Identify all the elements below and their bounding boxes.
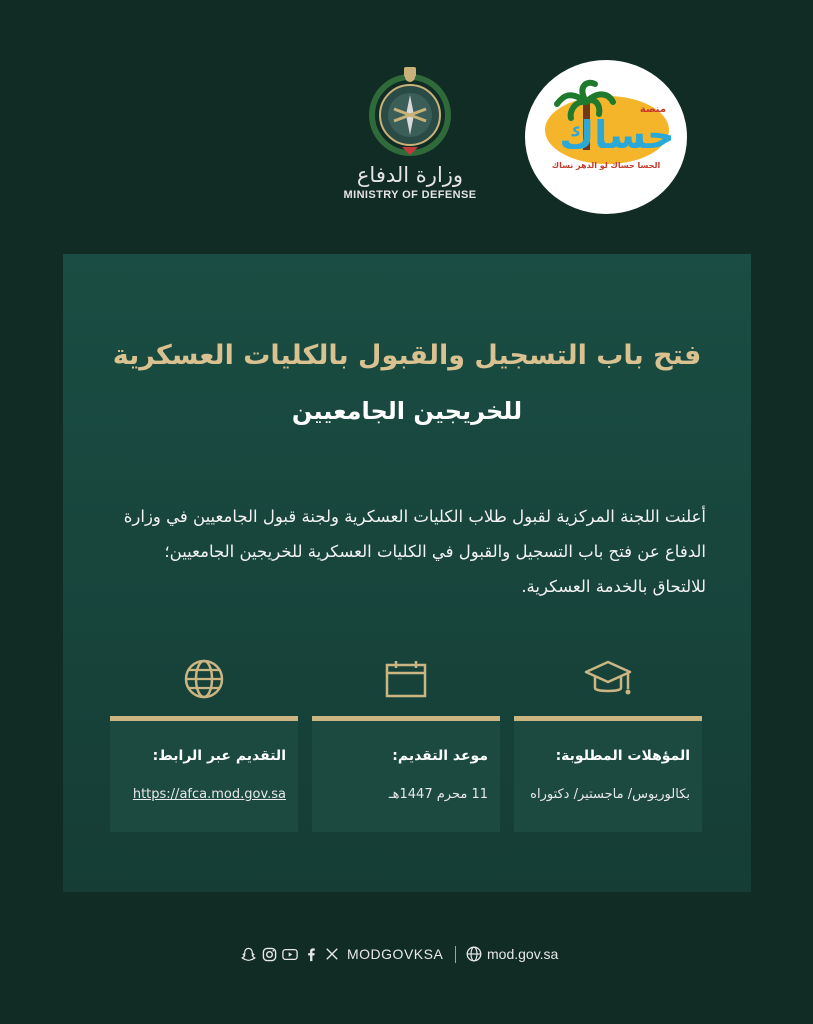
website-globe-icon — [466, 946, 482, 962]
announcement-subtitle: للخريجين الجامعيين — [291, 397, 523, 425]
apply-link[interactable]: https://afca.mod.gov.sa — [132, 787, 286, 802]
apply-link-label: التقديم عبر الرابط: — [152, 748, 286, 764]
ministry-of-defense-logo — [335, 65, 485, 210]
application-date-label: موعد التقديم: — [392, 748, 488, 764]
ministry-name-arabic: وزارة الدفاع — [356, 163, 464, 187]
announcement-card — [63, 254, 751, 892]
footer — [0, 943, 813, 967]
website-link[interactable]: mod.gov.sa — [487, 946, 559, 962]
graduation-cap-icon — [582, 658, 634, 700]
partner-logo-prefix: منصة — [639, 104, 667, 115]
ministry-name-english: MINISTRY OF DEFENSE — [343, 189, 477, 201]
announcement-title: فتح باب التسجيل والقبول بالكليات العسكرية — [112, 340, 702, 371]
partner-logo — [525, 60, 687, 214]
info-apply-link — [110, 654, 298, 832]
palm-tree-icon — [525, 60, 687, 214]
info-application-date — [312, 654, 500, 832]
partner-logo-tagline: الحسا حساك لو الدهر نساك — [551, 161, 661, 170]
youtube-icon[interactable] — [282, 946, 298, 962]
partner-logo-word: حساك — [559, 113, 675, 157]
globe-icon — [183, 658, 225, 700]
social-icons — [240, 946, 340, 962]
info-qualifications — [514, 654, 702, 832]
footer-divider — [455, 946, 456, 963]
ministry-emblem-icon — [364, 65, 456, 157]
qualifications-value: بكالوريوس/ ماجستير/ دكتوراه — [530, 787, 690, 802]
qualifications-label: المؤهلات المطلوبة: — [555, 748, 690, 764]
application-date-value: 11 محرم 1447هـ — [388, 787, 488, 802]
social-handle[interactable]: MODGOVKSA — [347, 946, 444, 962]
x-icon[interactable] — [324, 946, 340, 962]
header — [0, 60, 813, 220]
calendar-icon — [384, 659, 428, 699]
snapchat-icon[interactable] — [240, 946, 256, 962]
announcement-body: أعلنت اللجنة المركزية لقبول طلاب الكليات العسكرية ولجنة قبول الجامعيين في وزارة الدفاع عن فتح باب التسجيل والقبول في الكليات العسكرية للخريجين الجامعيين؛ للالتحاق بالخدمة العسكرية. — [123, 507, 706, 596]
facebook-icon[interactable] — [303, 946, 319, 962]
instagram-icon[interactable] — [261, 946, 277, 962]
